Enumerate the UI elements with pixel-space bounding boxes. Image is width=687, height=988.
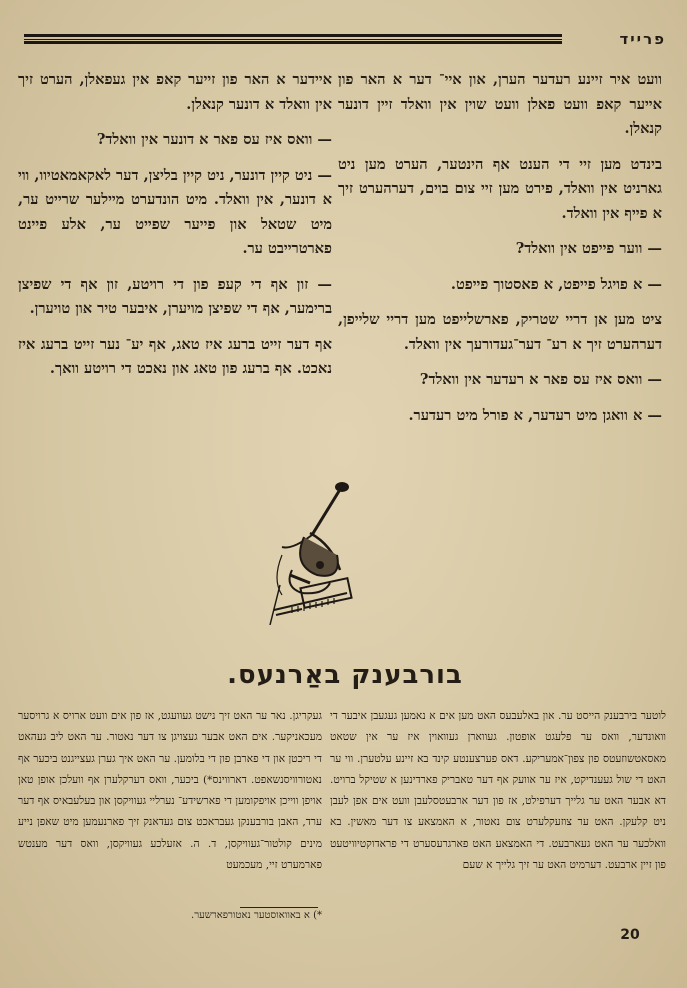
poem-column-left <box>18 68 332 393</box>
article-column-right <box>330 706 666 887</box>
paragraph: וועט איר זיינע רעדער הערן, און איי־ דער א האר פון אייער קאפ וועט פאלן וועט שוין אין וואלד זיין דונער קנאלן. <box>338 71 662 137</box>
paragraph: לוטער בירבענק הייסט ער. און באלעבעס האט מען אים א נאמען געגעבן איבער די וואונדער, וואס ער פלעגט אופטון. געווארן געוואוין איז ער אין שטאט מאסאטשוזעטס פון צפון־אמעריקע. דאס פערצענטע קינד בא זיינע עלטערן. ווי ער האט די שול געענדיקט, איז ער אוועק אף דער טאבריק פארדינען א שטיקל ברויט. דא אבער האט ער גלייך דערפילט, אז פון דער ארבעטסלעבן וועט אים אפן לעבן ניט קלעקן. האט ער צוזעקלערט צום נאטור, א האמצאע צו דער מאשין. בא וואלכער ער האט געארבעט. די האמצאע האט פארגרעסערט די פראדוקטיוויטעט פון זיין ארבעט. דערמיט האט ער זיך גלייך א שעם <box>330 710 666 872</box>
poem-column-right <box>338 68 662 439</box>
paragraph: אף דער זייט ברעג איז טאג, אף יע־ נער זייט ברעג איז נאכט. אף ברעג פון טאג און נאכט די רויטע וואך. <box>18 335 332 377</box>
paragraph: ציט מען אן דריי שטריק, פארשלייפט מען דריי שלייפן, דערהערט זיך א רע־ דער־געדורעך אין וואלד. <box>338 311 662 353</box>
article-title: בורבענק באַרנעס. <box>227 660 463 690</box>
dialogue-line: — ווער פייפט אין וואלד? <box>515 240 662 257</box>
paragraph: — ניט קיין דונער, ניט קיין בליצן, דער לאקאמאטיוו, ווי א דונער, אין וואלד. מיט הונדערט מיילער שרייט ער, מיט שטאל און פייער שפייט ער, אלע פיינט פארטרייבט ער. <box>18 166 332 257</box>
running-head: פרייד <box>619 30 666 48</box>
paragraph: געקריגן. נאר ער האט זיך נישט געוועגט, אז פון אים וועט ארויס א גרויסער מעכאניקער. אים האט אבער געצויגן צו דער נאטור. ער האט ליב געהאט די ריכטן און די פארבן פון די בלומען. ער האט איך גערן געצייגנט ביכער אף נאטורוויסנשאפט. דארווינס*) ביכער, וואס דערקלערן אף וועלכן אופן טאן אויפן ווייכן אויפקומען די פארשידע־ נערליי געוויקסן און בעלעבאיס אף דער ערד, האבן בורבענקן געבראכט צום געדאנק זיך פארנעמען מיט שאפן נייע מינים קולטור־געוויקסן, ד. ה. אזעלכע געוויקסן, וואס דער מענטש פארמערט זיי, מעכמעט <box>18 710 322 872</box>
paragraph: איידער א האר פון זייער קאפ אין געפאלן, הערט זיך אין וואלד א דונער קנאלן. <box>18 71 332 113</box>
footnote: *) א באוואוסטער נאטורפארשער. <box>191 910 322 921</box>
page-number: 20 <box>620 927 640 943</box>
decorative-illustration <box>262 475 372 625</box>
article-column-left <box>18 706 322 887</box>
dialogue-line: — א פויגל פייפט, א פאסטוך פייפט. <box>450 275 662 293</box>
dialogue-line: — וואס איז עס פאר א דונער אין וואלד? <box>96 131 332 148</box>
dialogue-line: — וואס איז עס פאר א רעדער אין וואלד? <box>419 371 662 388</box>
paragraph: בינדט מען זיי די הענט אף הינטער, הערט מען ניט גארניט אין וואלד, פירט מען זיי צום בוים, דערהערט זיך א פייף אין וואלד. <box>338 155 662 222</box>
paragraph: — זון אף די קעפ פון די רויטע, זון אף די שפיצן ברימער, אף די שפיצן מויערן, איבער טיר און טויערן. <box>18 275 332 317</box>
header-rule <box>24 34 562 44</box>
dialogue-line: — א וואגן מיט רעדער, א פורל מיט רעדער. <box>408 406 662 424</box>
